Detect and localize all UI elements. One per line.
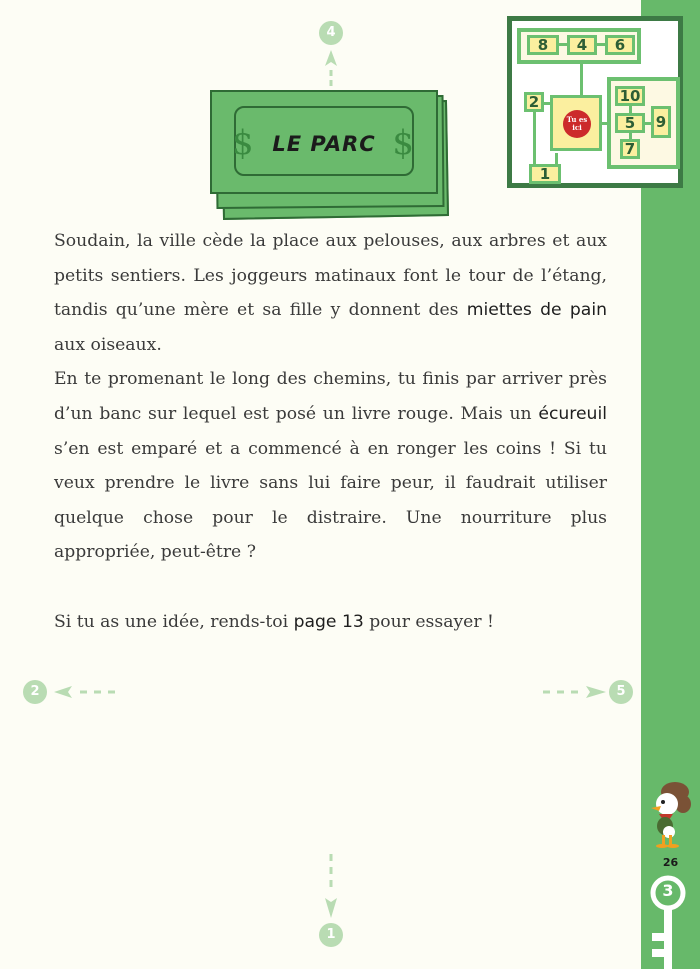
highlight-squirrel: écureuil — [538, 403, 607, 424]
nav-left-circle[interactable]: 2 — [23, 680, 47, 704]
duck-character-icon — [645, 780, 697, 852]
you-are-here-marker: Tu es ici — [563, 110, 591, 138]
banknote-front — [210, 90, 438, 194]
paragraph-3 — [54, 605, 607, 640]
map-room-5[interactable]: 5 — [615, 113, 645, 133]
dollar-sign-right-icon: $ — [392, 123, 414, 163]
arrow-down-icon — [322, 852, 340, 922]
map-room-7[interactable]: 7 — [620, 139, 640, 159]
map-current-room — [550, 95, 602, 151]
page-title: LE PARC — [272, 132, 376, 156]
text-span: Si tu as une idée, rends-toi — [54, 611, 294, 632]
banknote-header — [208, 88, 453, 223]
map-room-1[interactable]: 1 — [529, 164, 561, 184]
text-span: s’en est emparé et a commencé à en ronger les coins ! Si tu veux prendre le livre sans lui faire peur, il faudrait utiliser quelque chose pour le distraire. Une nourriture plus appropriée, peut-être ? — [54, 438, 607, 563]
nav-down-circle[interactable]: 1 — [319, 923, 343, 947]
map-connector — [580, 64, 583, 98]
arrow-right-icon — [540, 683, 610, 701]
story-text — [54, 224, 607, 639]
page-number: 26 — [662, 856, 679, 869]
text-span: En te promenant le long des chemins, tu finis par arriver près d’un banc sur lequel est posé un livre rouge. Mais un — [54, 369, 607, 424]
highlight-bread-crumbs: miettes de pain — [466, 300, 607, 321]
location-map — [507, 16, 683, 188]
text-span: Soudain, la ville cède la place aux pelouses, aux arbres et aux petits sentiers. Les joggeurs matinaux font le tour de l’étang, tandis qu’une mère et sa fille y donnent des — [54, 231, 607, 321]
map-room-10[interactable]: 10 — [615, 86, 645, 106]
map-room-8[interactable]: 8 — [527, 35, 559, 55]
text-span: pour essayer ! — [363, 611, 494, 632]
map-room-4[interactable]: 4 — [567, 35, 597, 55]
map-room-2[interactable]: 2 — [524, 92, 544, 112]
dollar-sign-left-icon: $ — [232, 123, 254, 163]
paragraph-1 — [54, 224, 607, 362]
page-link[interactable]: page 13 — [293, 611, 364, 632]
arrow-up-icon — [322, 48, 340, 92]
key-number: 3 — [662, 881, 674, 900]
map-connector — [533, 107, 536, 172]
arrow-left-icon — [52, 683, 122, 701]
paragraph-2 — [54, 362, 607, 570]
text-span: aux oiseaux. — [54, 334, 162, 355]
map-room-6[interactable]: 6 — [605, 35, 635, 55]
map-room-9[interactable]: 9 — [651, 106, 671, 138]
nav-up-circle[interactable]: 4 — [319, 21, 343, 45]
nav-right-circle[interactable]: 5 — [609, 680, 633, 704]
